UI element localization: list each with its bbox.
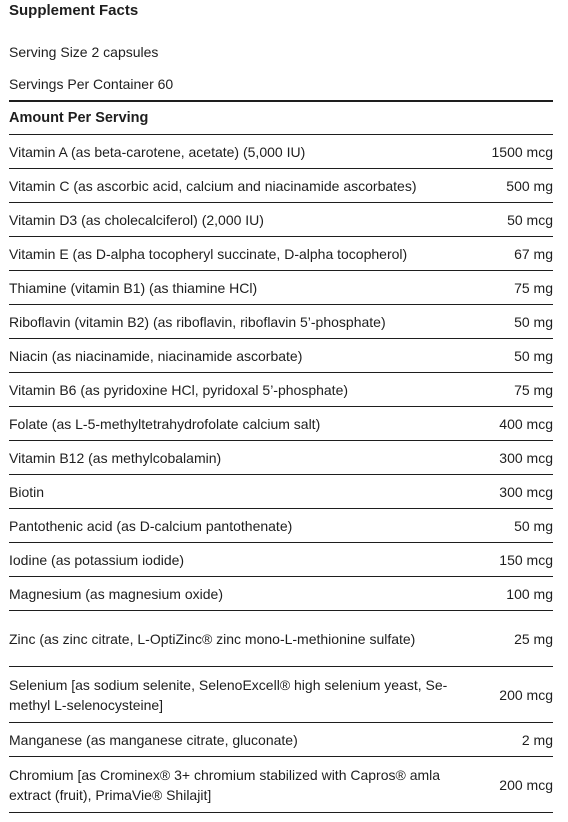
bottom-divider	[9, 812, 553, 813]
nutrient-name: Biotin	[9, 483, 45, 500]
nutrient-name: Zinc (as zinc citrate, L-OptiZinc® zinc mono-L-methionine sulfate)	[9, 630, 416, 647]
nutrient-row	[9, 338, 553, 372]
nutrient-amount: 67 mg	[514, 245, 553, 262]
nutrient-name: Niacin (as niacinamide, niacinamide ascorbate)	[9, 347, 303, 364]
nutrient-row	[9, 576, 553, 610]
nutrient-amount: 100 mg	[506, 585, 553, 602]
nutrient-name: Vitamin C (as ascorbic acid, calcium and niacinamide ascorbates)	[9, 177, 417, 194]
panel-title: Supplement Facts	[9, 2, 139, 19]
nutrient-row	[9, 304, 553, 338]
nutrient-row	[9, 134, 553, 168]
nutrient-amount: 50 mg	[514, 347, 553, 364]
nutrient-amount: 75 mg	[514, 381, 553, 398]
nutrient-name: Pantothenic acid (as D-calcium pantothenate)	[9, 517, 293, 534]
nutrient-amount: 200 mcg	[499, 776, 553, 793]
servings-per-container: Servings Per Container 60	[9, 76, 174, 92]
nutrient-name: Thiamine (vitamin B1) (as thiamine HCl)	[9, 279, 258, 296]
nutrient-name: Chromium [as Crominex® 3+ chromium stabilized with Capros® amla extract (fruit), PrimaVie® Shilajit]	[9, 766, 441, 803]
nutrient-amount: 150 mcg	[499, 551, 553, 568]
nutrient-amount: 1500 mcg	[491, 143, 553, 160]
nutrient-amount: 400 mcg	[499, 415, 553, 432]
nutrient-amount: 75 mg	[514, 279, 553, 296]
nutrient-amount: 500 mg	[506, 177, 553, 194]
nutrient-name: Folate (as L-5-methyltetrahydrofolate calcium salt)	[9, 415, 321, 432]
nutrient-name: Magnesium (as magnesium oxide)	[9, 585, 223, 602]
serving-size: Serving Size 2 capsules	[9, 44, 159, 60]
nutrient-table	[9, 134, 553, 812]
nutrient-row	[9, 270, 553, 304]
nutrient-row	[9, 406, 553, 440]
nutrient-name: Vitamin B6 (as pyridoxine HCl, pyridoxal 5’-phosphate)	[9, 381, 349, 398]
nutrient-amount: 300 mcg	[499, 483, 553, 500]
nutrient-amount: 2 mg	[521, 731, 553, 748]
nutrient-amount: 200 mcg	[499, 686, 553, 703]
supplement-facts-panel	[9, 0, 553, 813]
nutrient-name: Manganese (as manganese citrate, gluconate)	[9, 731, 298, 748]
nutrient-name: Riboflavin (vitamin B2) (as riboflavin, riboflavin 5’-phosphate)	[9, 313, 386, 330]
nutrient-amount: 25 mg	[514, 630, 553, 647]
nutrient-name: Vitamin D3 (as cholecalciferol) (2,000 IU)	[9, 211, 264, 228]
nutrient-amount: 50 mg	[514, 313, 553, 330]
nutrient-row	[9, 756, 553, 812]
nutrient-row	[9, 542, 553, 576]
nutrient-row	[9, 610, 553, 666]
nutrient-amount: 50 mcg	[507, 211, 553, 228]
nutrient-row	[9, 508, 553, 542]
nutrient-row	[9, 474, 553, 508]
nutrient-row	[9, 236, 553, 270]
nutrient-row	[9, 440, 553, 474]
nutrient-row	[9, 666, 553, 722]
nutrient-name: Vitamin B12 (as methylcobalamin)	[9, 449, 222, 466]
nutrient-row	[9, 168, 553, 202]
nutrient-name: Iodine (as potassium iodide)	[9, 551, 185, 568]
nutrient-amount: 50 mg	[514, 517, 553, 534]
nutrient-name: Vitamin A (as beta-carotene, acetate) (5,000 IU)	[9, 143, 306, 160]
nutrient-amount: 300 mcg	[499, 449, 553, 466]
nutrient-row	[9, 372, 553, 406]
nutrient-name: Selenium [as sodium selenite, SelenoExcell® high selenium yeast, Se-methyl L-selenocysteine]	[9, 676, 448, 713]
nutrient-row	[9, 722, 553, 756]
amount-per-serving-header: Amount Per Serving	[9, 110, 149, 126]
nutrient-name: Vitamin E (as D-alpha tocopheryl succinate, D-alpha tocopherol)	[9, 245, 408, 262]
nutrient-row	[9, 202, 553, 236]
